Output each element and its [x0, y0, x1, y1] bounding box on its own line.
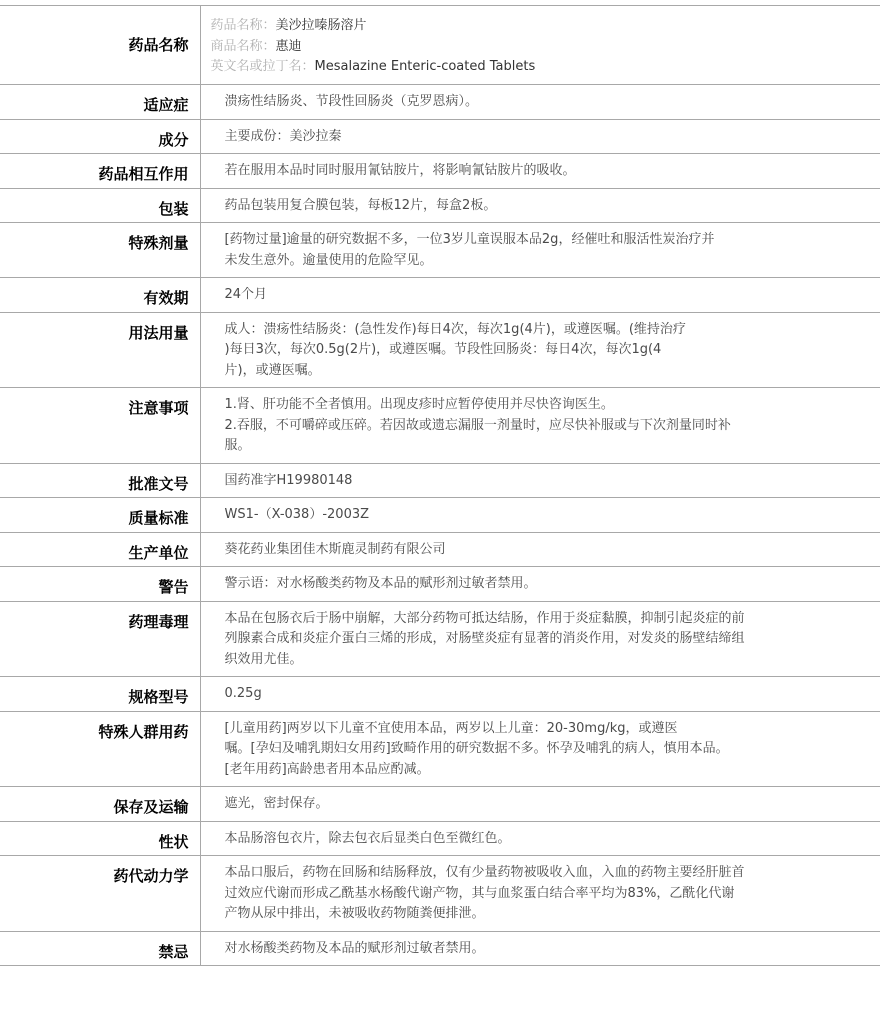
row-value: 若在服用本品时同时服用氰钴胺片，将影响氰钴胺片的吸收。 [200, 154, 880, 189]
row-label: 保存及运输 [0, 787, 200, 822]
row-value: 国药准字H19980148 [200, 463, 880, 498]
row-warning [0, 567, 880, 602]
row-label: 包装 [0, 188, 200, 223]
drug-info-table [0, 5, 880, 966]
generic-name-value: 美沙拉嗪肠溶片 [275, 18, 367, 33]
row-value: 1.肾、肝功能不全者慎用。出现皮疹时应暂停使用并尽快咨询医生。 2.吞服，不可嚼碎或压碎。若因故或遗忘漏服一剂量时，应尽快补服或与下次剂量同时补 服。 [200, 388, 880, 464]
row-label: 特殊人群用药 [0, 711, 200, 787]
row-label: 有效期 [0, 278, 200, 313]
row-value: 24个月 [200, 278, 880, 313]
row-manufacturer [0, 532, 880, 567]
row-special-populations [0, 711, 880, 787]
row-dosage [0, 312, 880, 388]
row-label: 规格型号 [0, 677, 200, 712]
row-quality-standard [0, 498, 880, 533]
row-drug-name [0, 6, 880, 85]
row-pharmacology [0, 601, 880, 677]
row-label: 适应症 [0, 85, 200, 120]
row-specification [0, 677, 880, 712]
row-value: 对水杨酸类药物及本品的赋形剂过敏者禁用。 [200, 931, 880, 966]
row-label: 特殊剂量 [0, 223, 200, 278]
row-packaging [0, 188, 880, 223]
generic-name-key: 药品名称： [210, 18, 276, 33]
row-value: 0.25g [200, 677, 880, 712]
row-value: 本品肠溶包衣片，除去包衣后显类白色至微红色。 [200, 821, 880, 856]
row-pharmacokinetics [0, 856, 880, 932]
row-label: 禁忌 [0, 931, 200, 966]
row-label: 药品相互作用 [0, 154, 200, 189]
row-value: 药品包装用复合膜包装，每板12片，每盒2板。 [200, 188, 880, 223]
row-label: 批准文号 [0, 463, 200, 498]
row-label: 药理毒理 [0, 601, 200, 677]
trade-name-key: 商品名称： [210, 38, 276, 54]
row-label: 质量标准 [0, 498, 200, 533]
row-label: 成分 [0, 119, 200, 154]
row-ingredients [0, 119, 880, 154]
row-contraindications [0, 931, 880, 966]
row-label: 警告 [0, 567, 200, 602]
row-value: 溃疡性结肠炎、节段性回肠炎（克罗恩病）。 [200, 85, 880, 120]
row-value: WS1-（X-038）-2003Z [200, 498, 880, 533]
row-value: [药物过量]逾量的研究数据不多，一位3岁儿童误服本品2g，经催吐和服活性炭治疗并 未发生意外。逾量使用的危险罕见。 [200, 223, 880, 278]
row-value: 主要成份：美沙拉秦 [200, 119, 880, 154]
row-storage [0, 787, 880, 822]
drug-names-cell [200, 6, 880, 85]
row-indications [0, 85, 880, 120]
row-value: 成人：溃疡性结肠炎：(急性发作)每日4次，每次1g(4片)，或遵医嘱。(维持治疗 )每日3次，每次0.5g(2片)，或遵医嘱。节段性回肠炎：每日4次，每次1g(4 片)，或遵医嘱。 [200, 312, 880, 388]
row-value: 葵花药业集团佳木斯鹿灵制药有限公司 [200, 532, 880, 567]
row-label: 性状 [0, 821, 200, 856]
row-value: 本品在包肠衣后于肠中崩解，大部分药物可抵达结肠，作用于炎症黏膜，抑制引起炎症的前 列腺素合成和炎症介蛋白三烯的形成，对肠壁炎症有显著的消炎作用，对发炎的肠壁结缔组 织效用尤佳。 [200, 601, 880, 677]
trade-name-value: 惠迪 [275, 38, 302, 54]
row-label: 用法用量 [0, 312, 200, 388]
row-label: 药代动力学 [0, 856, 200, 932]
row-special-dosage [0, 223, 880, 278]
row-label: 药品名称 [0, 6, 200, 85]
row-interactions [0, 154, 880, 189]
row-appearance [0, 821, 880, 856]
row-shelf-life [0, 278, 880, 313]
english-name-line [211, 57, 880, 78]
row-label: 生产单位 [0, 532, 200, 567]
row-value: 遮光，密封保存。 [200, 787, 880, 822]
generic-name-line [211, 16, 880, 37]
row-value: [儿童用药]两岁以下儿童不宜使用本品，两岁以上儿童：20-30mg/kg，或遵医 嘱。[孕妇及哺乳期妇女用药]致畸作用的研究数据不多。怀孕及哺乳的病人，慎用本品。 [老年用药]高龄患者用本品应酌减。 [200, 711, 880, 787]
row-value: 警示语：对水杨酸类药物及本品的赋形剂过敏者禁用。 [200, 567, 880, 602]
english-name-value: Mesalazine Enteric-coated Tablets [314, 59, 536, 74]
row-precautions [0, 388, 880, 464]
row-label: 注意事项 [0, 388, 200, 464]
trade-name-line [211, 37, 880, 58]
row-value: 本品口服后，药物在回肠和结肠释放，仅有少量药物被吸收入血，入血的药物主要经肝脏首 过效应代谢而形成乙酰基水杨酸代谢产物，其与血浆蛋白结合率平均为83%，乙酰化代谢 产物从尿中排出，未被吸收药物随粪便排泄。 [200, 856, 880, 932]
english-name-key: 英文名或拉丁名： [210, 59, 315, 74]
row-approval-number [0, 463, 880, 498]
